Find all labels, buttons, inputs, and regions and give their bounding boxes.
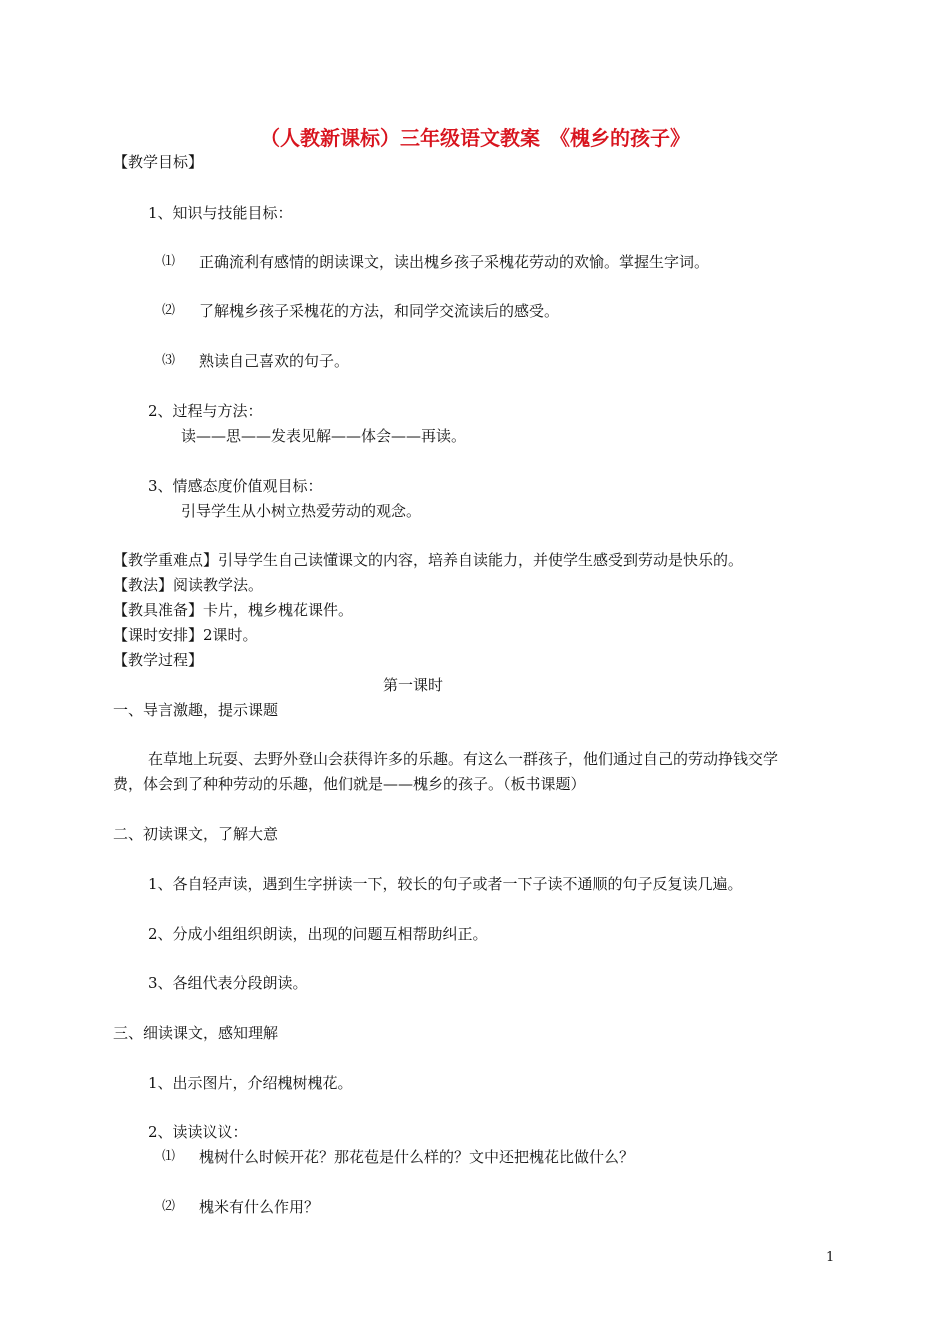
list-item: 2、读读议议： xyxy=(148,1123,248,1141)
section-heading: 一、导言激趣，提示课题 xyxy=(113,701,279,719)
class-schedule: 【课时安排】2课时。 xyxy=(113,626,258,644)
document-title: （人教新课标）三年级语文教案 《槐乡的孩子》 xyxy=(260,126,690,150)
emotion-heading: 3、情感态度价值观目标： xyxy=(148,477,323,495)
list-item: 2、分成小组组织朗读，出现的问题互相帮助纠正。 xyxy=(148,925,488,943)
list-number: ⑶ xyxy=(162,353,176,368)
question-item: 槐树什么时候开花？那花苞是什么样的？文中还把槐花比做什么？ xyxy=(199,1148,635,1166)
section-heading: 二、初读课文，了解大意 xyxy=(113,825,279,843)
list-number: ⑵ xyxy=(162,303,176,318)
objectives-heading: 【教学目标】 xyxy=(113,153,204,171)
list-item: 熟读自己喜欢的句子。 xyxy=(199,352,350,370)
list-item: 3、各组代表分段朗读。 xyxy=(148,974,308,992)
lesson-title: 第一课时 xyxy=(383,676,444,694)
process-method-text: 读——思——发表见解——体会——再读。 xyxy=(181,427,467,445)
list-number: ⑵ xyxy=(162,1199,176,1214)
list-item: 1、各自轻声读，遇到生字拼读一下，较长的句子或者一下子读不通顺的句子反复读几遍。 xyxy=(148,875,743,893)
list-number: ⑴ xyxy=(162,1149,176,1164)
list-item: 正确流利有感情的朗读课文，读出槐乡孩子采槐花劳动的欢愉。掌握生字词。 xyxy=(199,253,710,271)
teaching-method: 【教法】阅读教学法。 xyxy=(113,576,264,594)
process-method-heading: 2、过程与方法： xyxy=(148,402,263,420)
teaching-tools: 【教具准备】卡片，槐乡槐花课件。 xyxy=(113,601,354,619)
paragraph-line: 在草地上玩耍、去野外登山会获得许多的乐趣。有这么一群孩子，他们通过自己的劳动挣钱交学 xyxy=(148,750,779,768)
list-item: 1、出示图片，介绍槐树槐花。 xyxy=(148,1074,353,1092)
question-item: 槐米有什么作用？ xyxy=(199,1198,320,1216)
process-heading: 【教学过程】 xyxy=(113,651,204,669)
section-heading: 三、细读课文，感知理解 xyxy=(113,1024,279,1042)
key-points: 【教学重难点】引导学生自己读懂课文的内容，培养自读能力，并使学生感受到劳动是快乐的。 xyxy=(113,551,744,569)
knowledge-skills-heading: 1、知识与技能目标： xyxy=(148,204,293,222)
emotion-text: 引导学生从小树立热爱劳动的观念。 xyxy=(181,502,422,520)
paragraph-line: 费，体会到了种种劳动的乐趣，他们就是——槐乡的孩子。（板书课题） xyxy=(113,775,586,793)
list-number: ⑴ xyxy=(162,254,176,269)
page-number: 1 xyxy=(826,1250,835,1265)
list-item: 了解槐乡孩子采槐花的方法，和同学交流读后的感受。 xyxy=(199,302,560,320)
